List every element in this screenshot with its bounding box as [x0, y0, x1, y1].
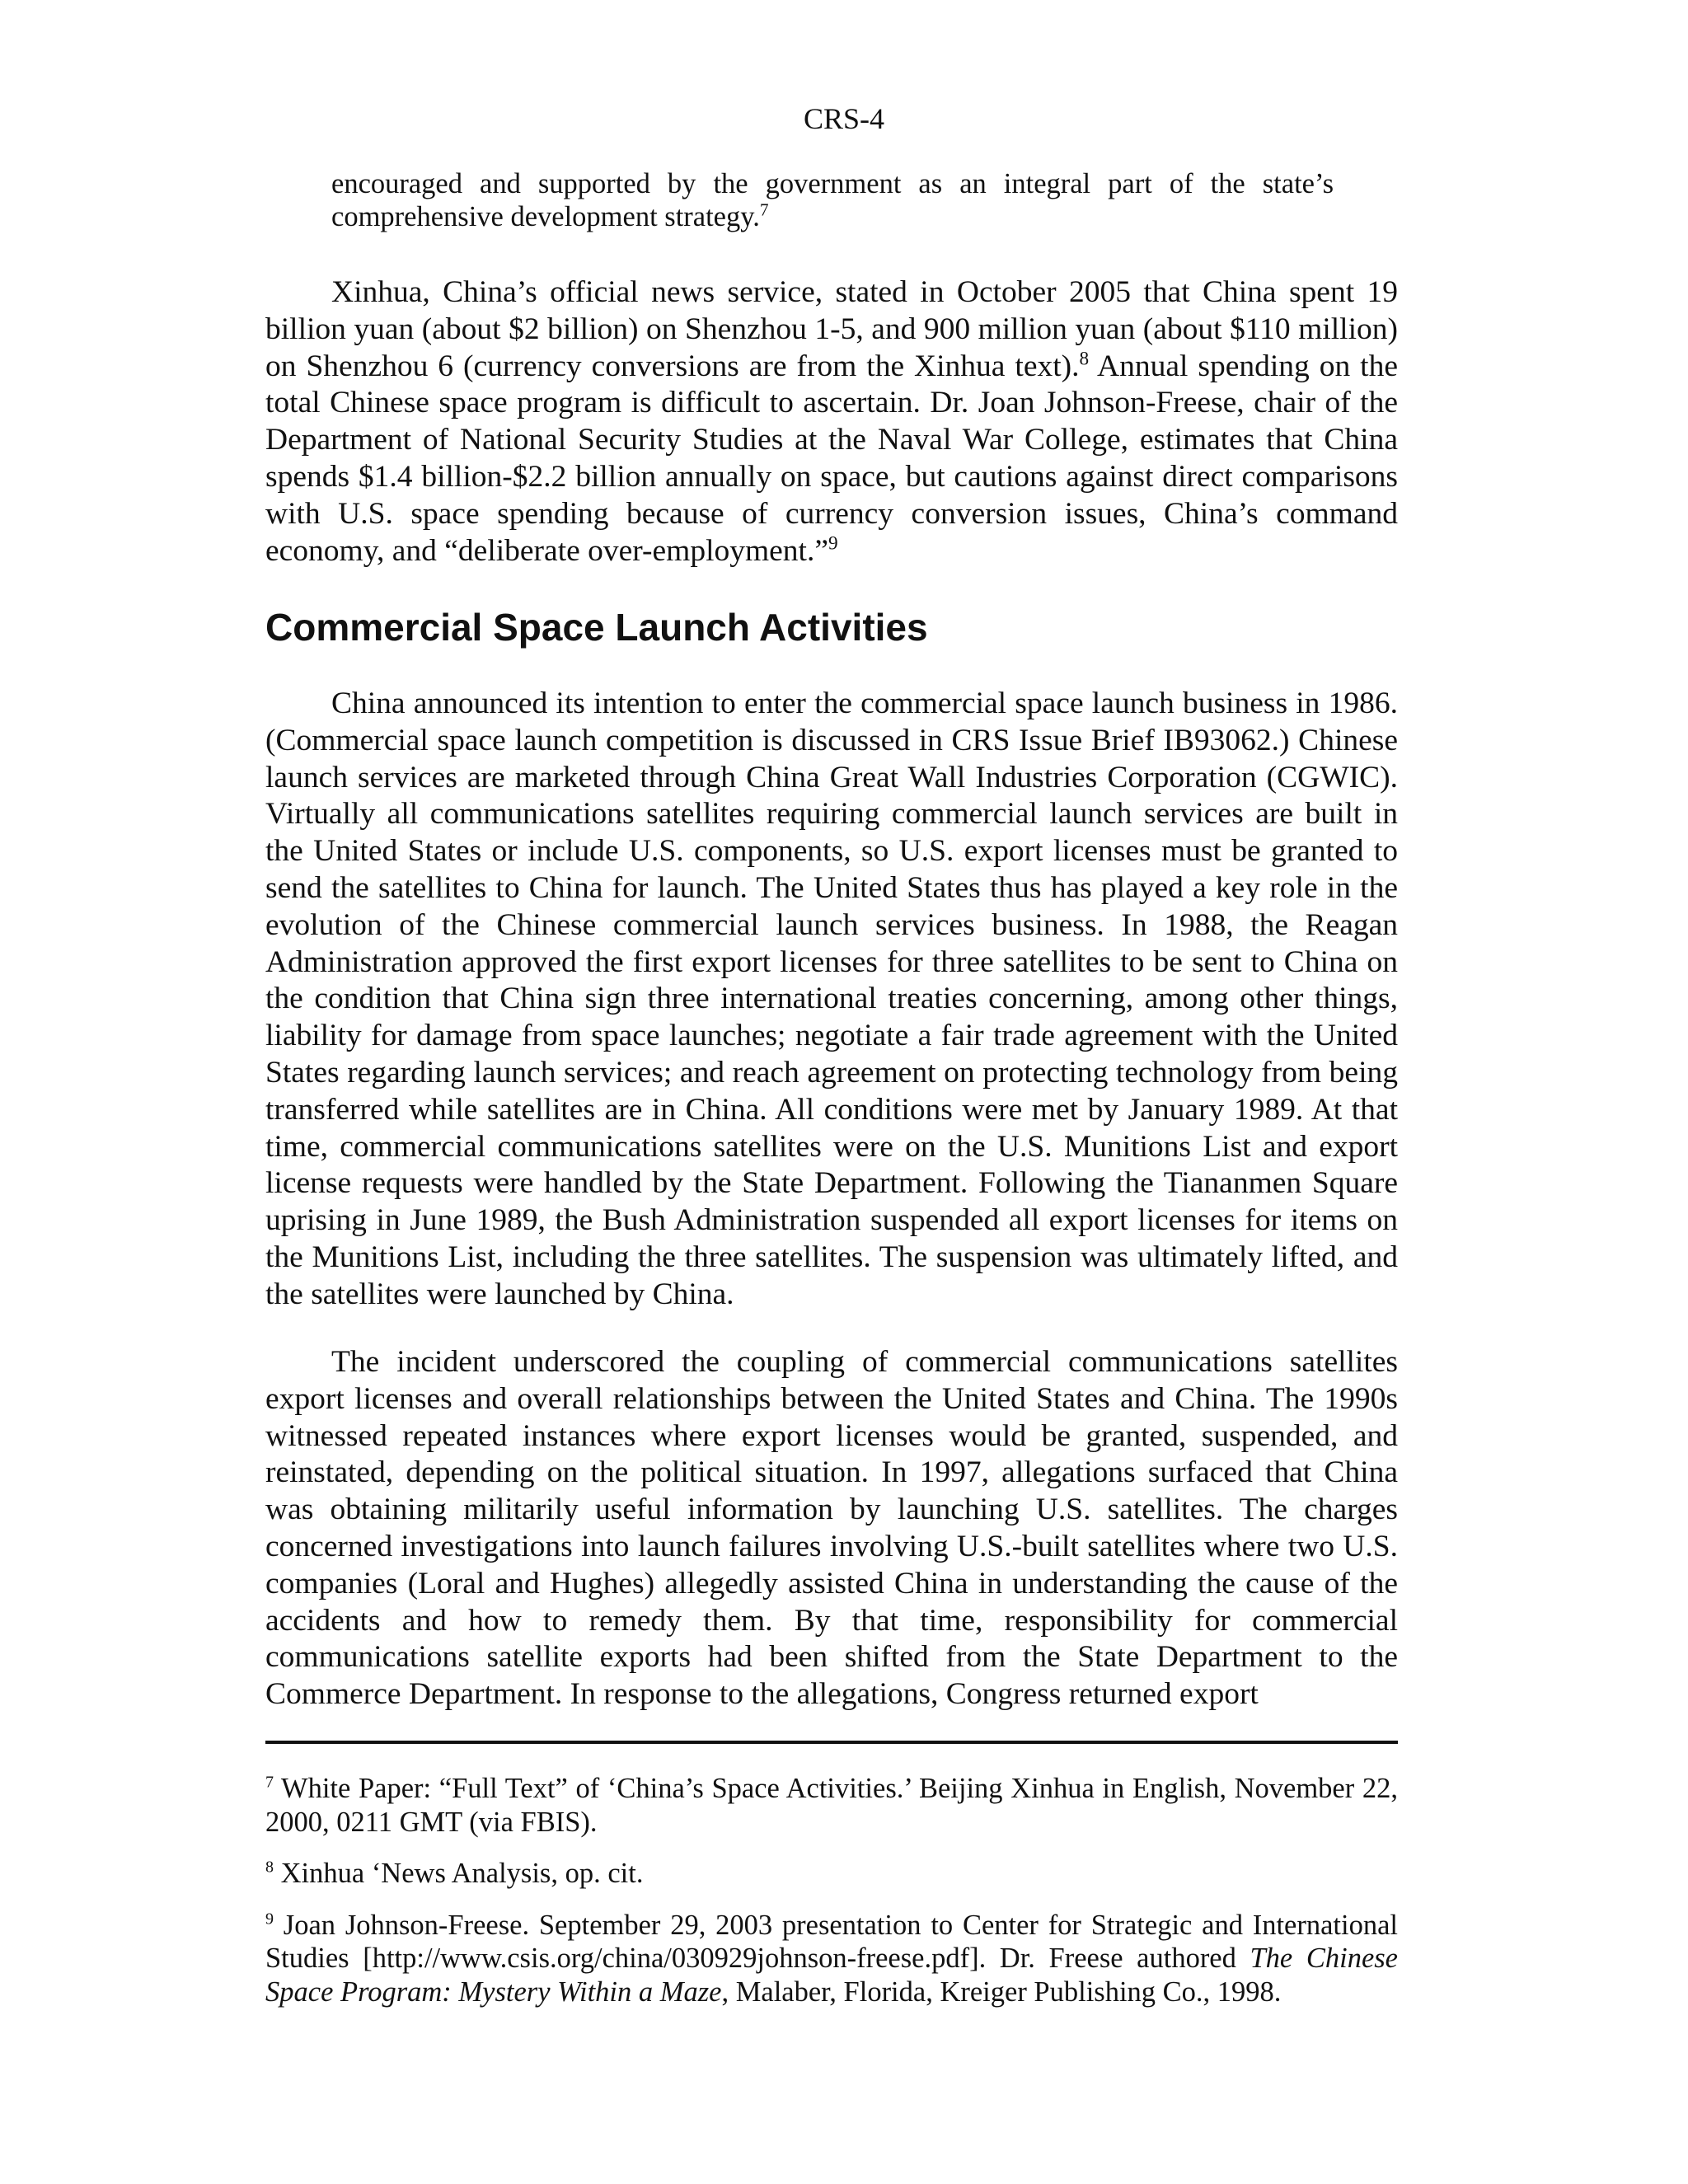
paragraph-text: The incident underscored the coupling of commercial communications satellites export licenses and overall relationships between the United States and China. The 1990s witnessed repeated instances where export licenses would be granted, suspended, and reinstated, depending on the political situation. In 1997, allegations surfaced that China was obtaining militarily useful information by launching U.S. satellites. The charges concerned investigations into launch failures involving U.S.-built satellites where two U.S. companies (Loral and Hughes) allegedly assisted China in understanding the cause of the accidents and how to remedy them. By that time, responsibility for commercial communications satellite exports had been shifted from the State Department to the Commerce Department. In response to the allegations, Congress returned export: [265, 1345, 1398, 1712]
footnotes: [265, 1772, 1398, 2027]
footnote-divider: [265, 1741, 1398, 1744]
paragraph-incident: [265, 1344, 1398, 1713]
footnote-number: 8: [265, 1858, 274, 1877]
footnote-text: White Paper: “Full Text” of ‘China’s Space Activities.’ Beijing Xinhua in English, November 22, 2000, 0211 GMT (via FBIS).: [265, 1773, 1398, 1838]
footnote-ref-9: 9: [828, 532, 838, 555]
block-quote: [331, 167, 1334, 233]
paragraph-text: Annual spending on the total Chinese space program is difficult to ascertain. Dr. Joan Johnson-Freese, chair of the Department of National Security Studies at the Naval War College, estimates that China spends $1.4 billion-$2.2 billion annually on space, but cautions against direct comparisons with U.S. space spending because of currency conversion issues, China’s command economy, and “deliberate over-employment.”: [265, 349, 1398, 568]
footnote-7: [265, 1772, 1398, 1839]
section-heading: Commercial Space Launch Activities: [265, 606, 928, 649]
footnote-9: [265, 1909, 1398, 2009]
footnote-ref-8: 8: [1079, 348, 1090, 370]
footnote-8: [265, 1857, 1398, 1891]
quote-text: encouraged and supported by the government as an integral part of the state’s comprehensive development strategy.: [331, 168, 1334, 232]
paragraph-spending: [265, 274, 1398, 569]
page-header: CRS-4: [803, 102, 885, 135]
footnote-ref-7: 7: [759, 199, 769, 220]
footnote-text: Xinhua ‘News Analysis, op. cit.: [274, 1858, 644, 1889]
footnote-text: , Malaber, Florida, Kreiger Publishing Co., 1998.: [721, 1975, 1282, 2008]
book-title: The Chinese Space Program: Mystery Within a Maze: [265, 1943, 1398, 2008]
footnote-number: 9: [265, 1910, 274, 1928]
paragraph-text: Xinhua, China’s official news service, stated in October 2005 that China spent 19 billion yuan (about $2 billion) on Shenzhou 1-5, and 900 million yuan (about $110 million) on Shenzhou 6 (currency conversions are from the Xinhua text).: [265, 275, 1398, 383]
paragraph-text: China announced its intention to enter the commercial space launch business in 1986. (Commercial space launch competition is discussed in CRS Issue Brief IB93062.) Chinese launch services are marketed through China Great Wall Industries Corporation (CGWIC). Virtually all communications satellites requiring commercial launch services are built in the United States or include U.S. components, so U.S. export licenses must be granted to send the satellites to China for launch. The United States thus has played a key role in the evolution of the Chinese commercial launch services business. In 1988, the Reagan Administration approved the first export licenses for three satellites to be sent to China on the condition that China sign three international treaties concerning, among other things, liability for damage from space launches; negotiate a fair trade agreement with the United States regarding launch services; and reach agreement on protecting technology from being transferred while satellites are in China. All conditions were met by January 1989. At that time, commercial communications satellites were on the U.S. Munitions List and export license requests were handled by the State Department. Following the Tiananmen Square uprising in June 1989, the Bush Administration suspended all export licenses for items on the Munitions List, including the three satellites. The suspension was ultimately lifted, and the satellites were launched by China.: [265, 687, 1398, 1311]
paragraph-commercial-launch: [265, 686, 1398, 1314]
footnote-number: 7: [265, 1773, 274, 1792]
footnote-text: Joan Johnson-Freese. September 29, 2003 presentation to Center for Strategic and International Studies [http://www.csis.org/china/030929johnson-freese.pdf]. Dr. Freese authored: [265, 1909, 1398, 1974]
